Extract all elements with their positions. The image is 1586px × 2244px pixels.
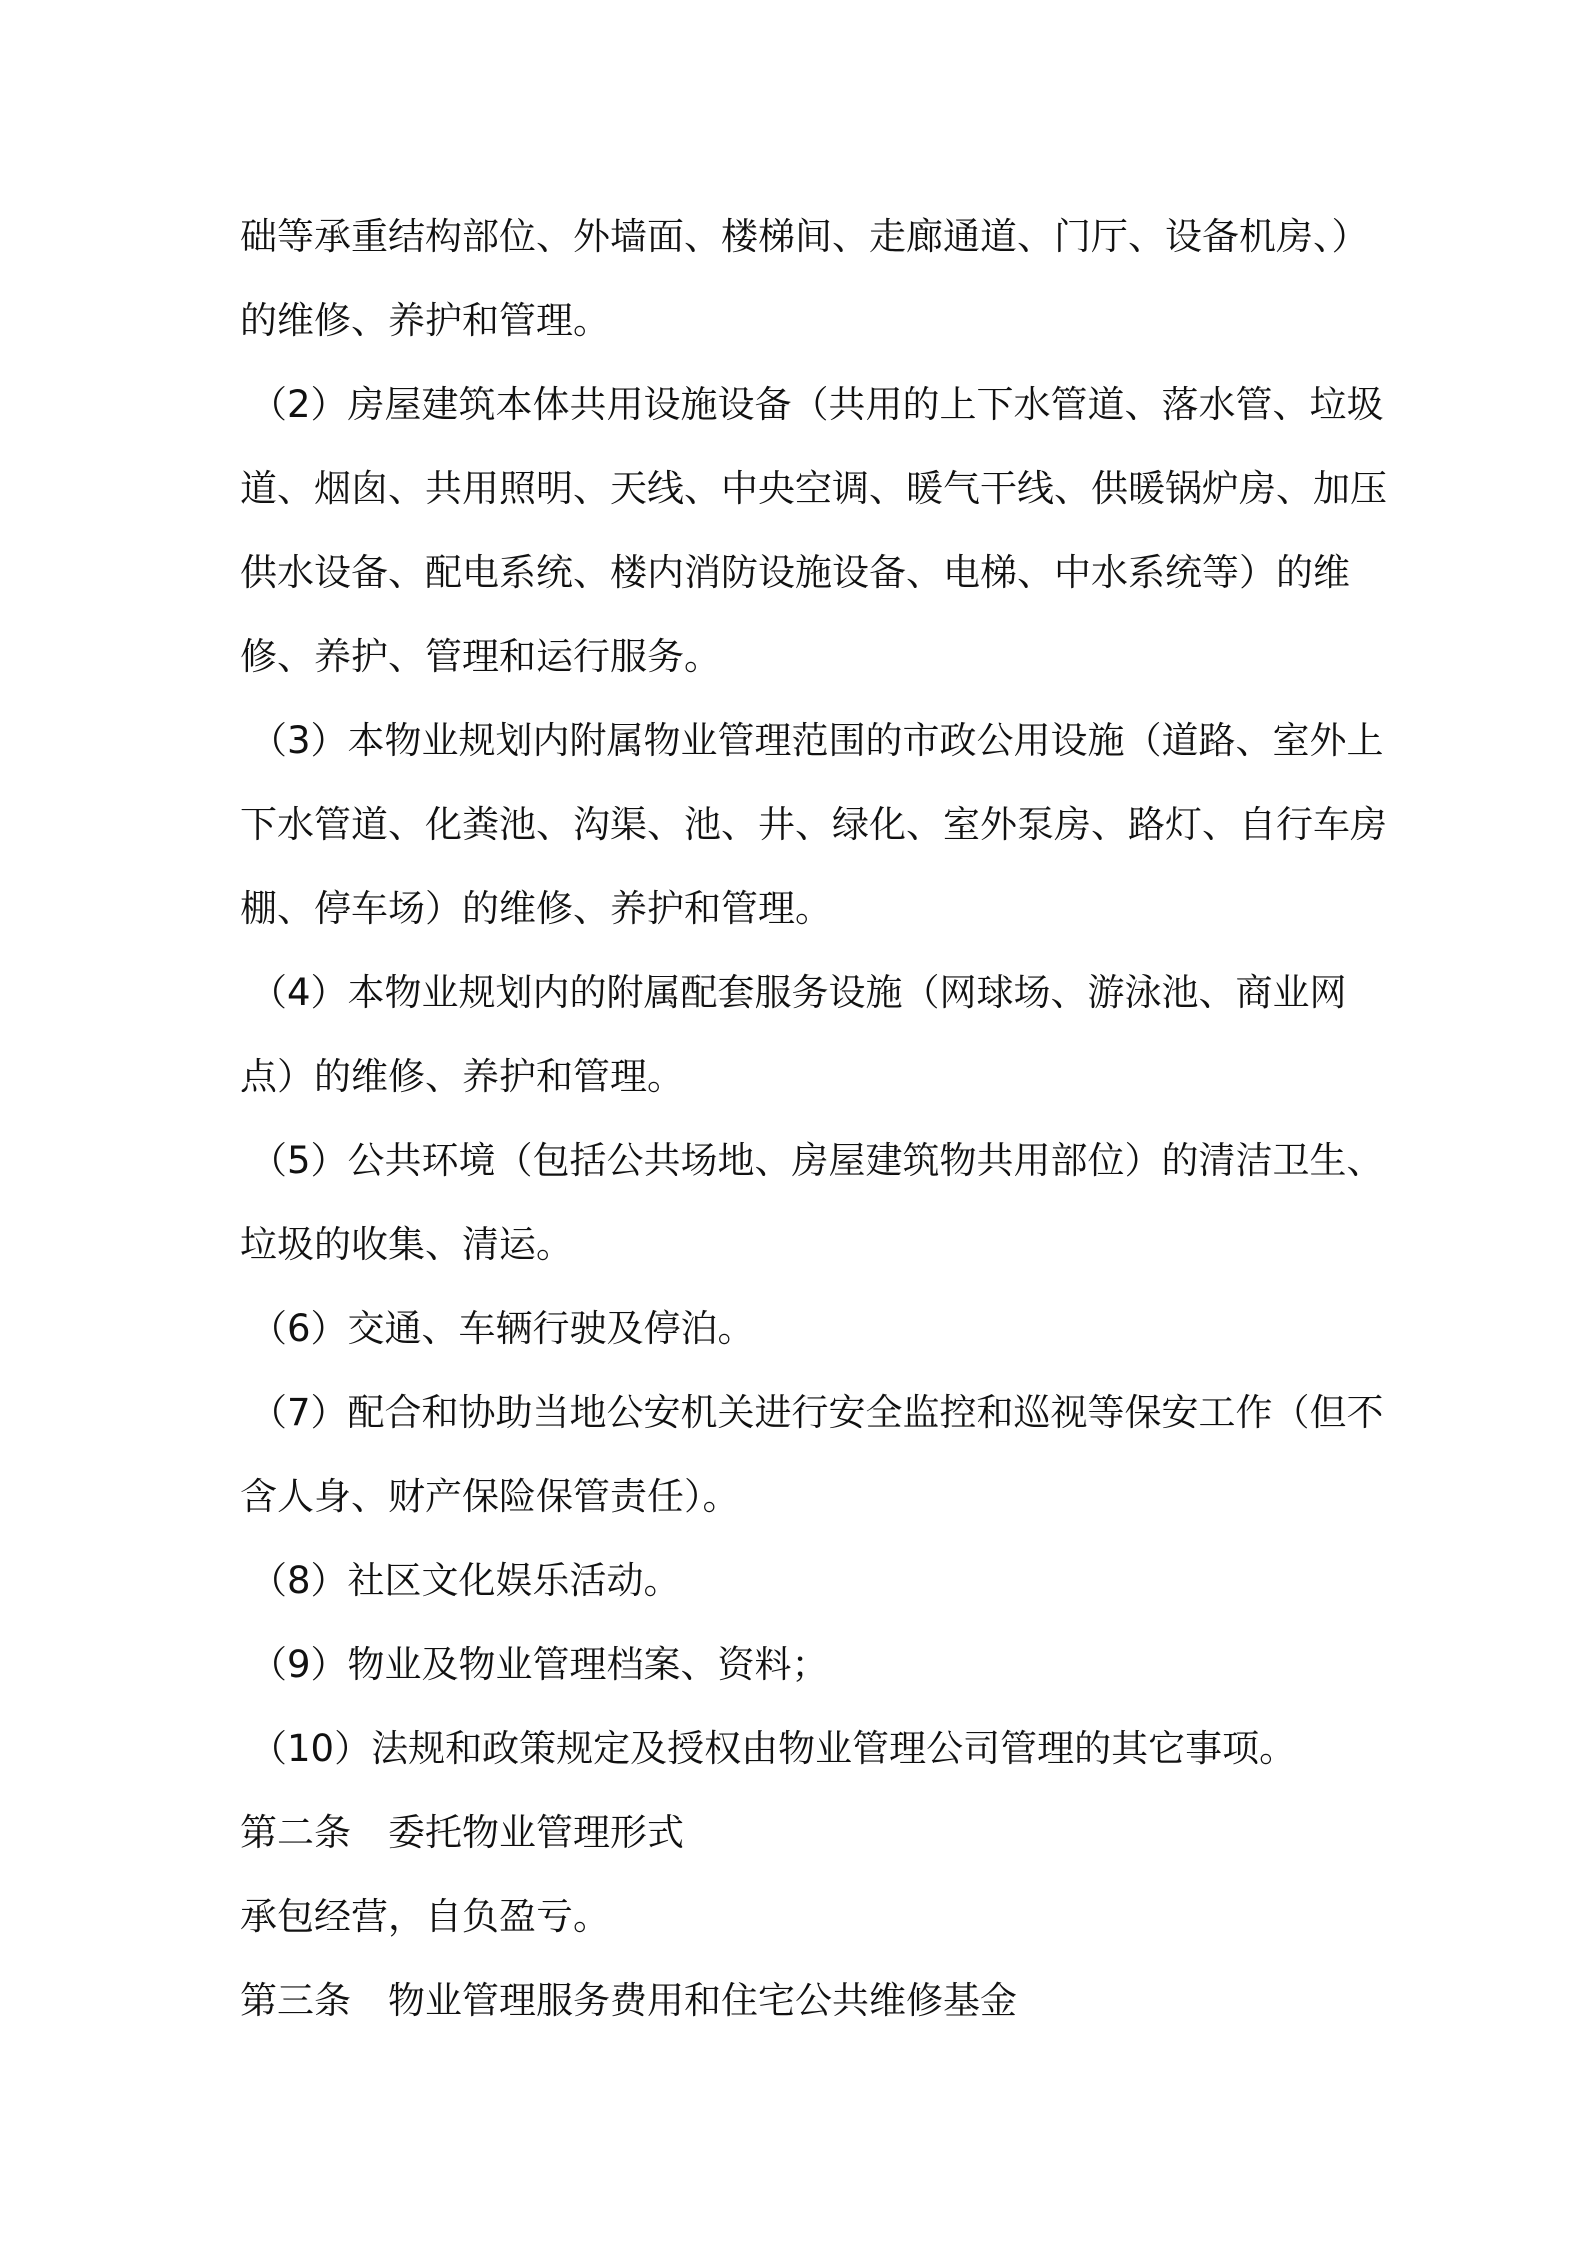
paragraph-item-4: （4）本物业规划内的附属配套服务设施（网球场、游泳池、商业网点）的维修、养护和管理。 (240, 971, 1347, 1098)
paragraph-item-9: （9）物业及物业管理档案、资料； (250, 1643, 829, 1686)
article-3-heading: 第三条 物业管理服务费用和住宅公共维修基金 (240, 1979, 1017, 2022)
paragraph-item-8: （8）社区文化娱乐活动。 (250, 1559, 681, 1602)
document-body (240, 195, 1390, 2043)
paragraph-item-6: （6）交通、车辆行驶及停泊。 (250, 1307, 755, 1350)
paragraph-item-5: （5）公共环境（包括公共场地、房屋建筑物共用部位）的清洁卫生、垃圾的收集、清运。 (240, 1139, 1384, 1266)
paragraph-continuation: 础等承重结构部位、外墙面、楼梯间、走廊通道、门厅、设备机房、）的维修、养护和管理。 (240, 215, 1369, 342)
paragraph-item-2: （2）房屋建筑本体共用设施设备（共用的上下水管道、落水管、垃圾道、烟囱、共用照明、天线、中央空调、暖气干线、供暖锅炉房、加压供水设备、配电系统、楼内消防设施设备、电梯、中水系统等）的维修、养护、管理和运行服务。 (240, 383, 1387, 678)
article-2-body: 承包经营，自负盈亏。 (240, 1895, 610, 1938)
paragraph-item-7: （7）配合和协助当地公安机关进行安全监控和巡视等保安工作（但不含人身、财产保险保管责任）。 (240, 1391, 1384, 1518)
article-2-heading: 第二条 委托物业管理形式 (240, 1811, 684, 1854)
paragraph-item-10: （10）法规和政策规定及授权由物业管理公司管理的其它事项。 (250, 1727, 1297, 1770)
paragraph-item-3: （3）本物业规划内附属物业管理范围的市政公用设施（道路、室外上下水管道、化粪池、沟渠、池、井、绿化、室外泵房、路灯、自行车房棚、停车场）的维修、养护和管理。 (240, 719, 1387, 930)
